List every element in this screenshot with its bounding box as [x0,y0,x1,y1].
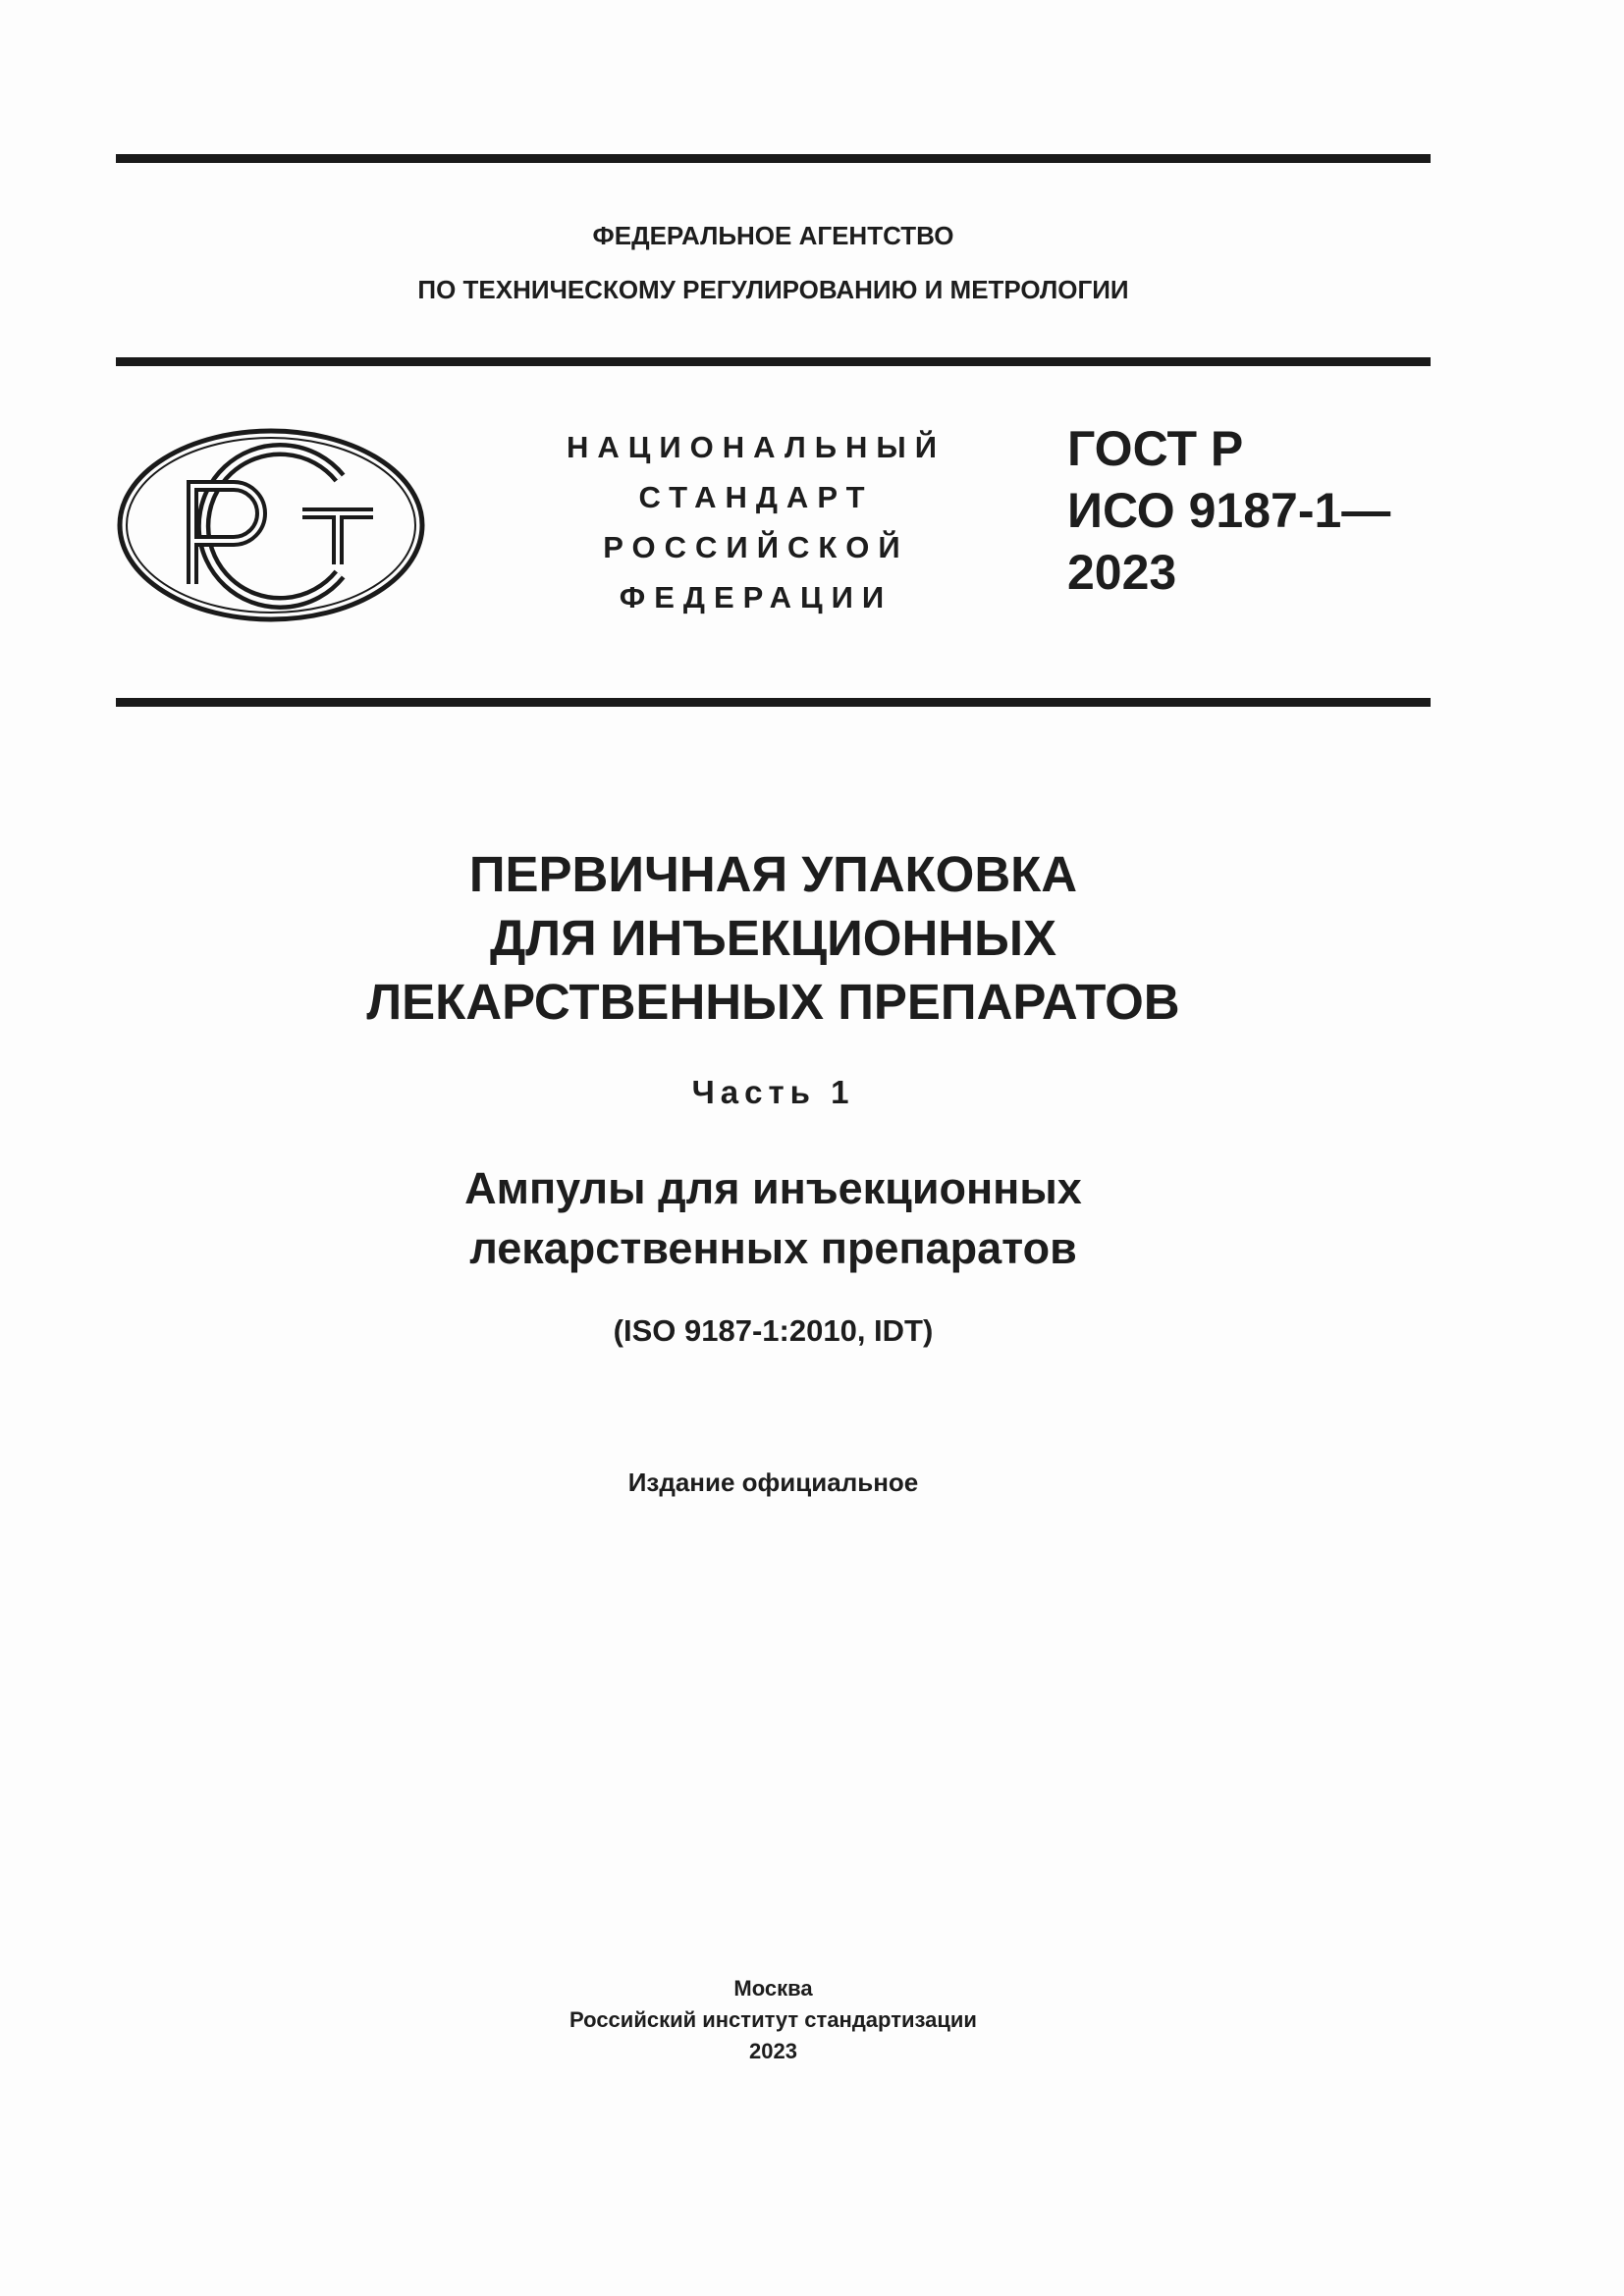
rst-certification-mark-icon [116,427,426,623]
imprint-publisher: Российский институт стандартизации [569,2007,977,2032]
national-standard-block [511,422,1001,622]
header-rule [116,357,1431,366]
imprint-year: 2023 [749,2039,797,2063]
document-subtitle [116,1158,1431,1278]
national-standard-line-3: РОССИЙСКОЙ [603,530,909,564]
top-rule [116,154,1431,163]
edition-label: Издание официальное [627,1468,919,1497]
standard-designation [1067,418,1390,604]
imprint-city: Москва [733,1976,813,2001]
title-line-1: ПЕРВИЧНАЯ УПАКОВКА [468,846,1078,902]
national-standard-line-2: СТАНДАРТ [638,480,874,514]
designation-line-1: ГОСТ Р [1067,421,1244,476]
subtitle-line-2: лекарственных препаратов [469,1223,1077,1273]
subtitle-line-1: Ампулы для инъекционных [464,1163,1082,1213]
national-standard-line-4: ФЕДЕРАЦИИ [619,580,893,614]
document-title [116,842,1431,1034]
part-number: Часть 1 [691,1074,855,1110]
national-standard-line-1: НАЦИОНАЛЬНЫЙ [566,430,947,464]
agency-line-2: ПО ТЕХНИЧЕСКОМУ РЕГУЛИРОВАНИЮ И МЕТРОЛОГИИ [417,275,1129,304]
designation-line-3: 2023 [1067,545,1177,600]
title-line-2: ДЛЯ ИНЪЕКЦИОННЫХ [489,910,1057,966]
iso-reference: (ISO 9187-1:2010, IDT) [613,1313,934,1348]
imprint [116,1973,1431,2067]
agency-line-1: ФЕДЕРАЛЬНОЕ АГЕНТСТВО [592,221,954,250]
title-line-3: ЛЕКАРСТВЕННЫХ ПРЕПАРАТОВ [366,974,1180,1030]
designation-line-2: ИСО 9187-1— [1067,483,1391,538]
designation-rule [116,698,1431,707]
